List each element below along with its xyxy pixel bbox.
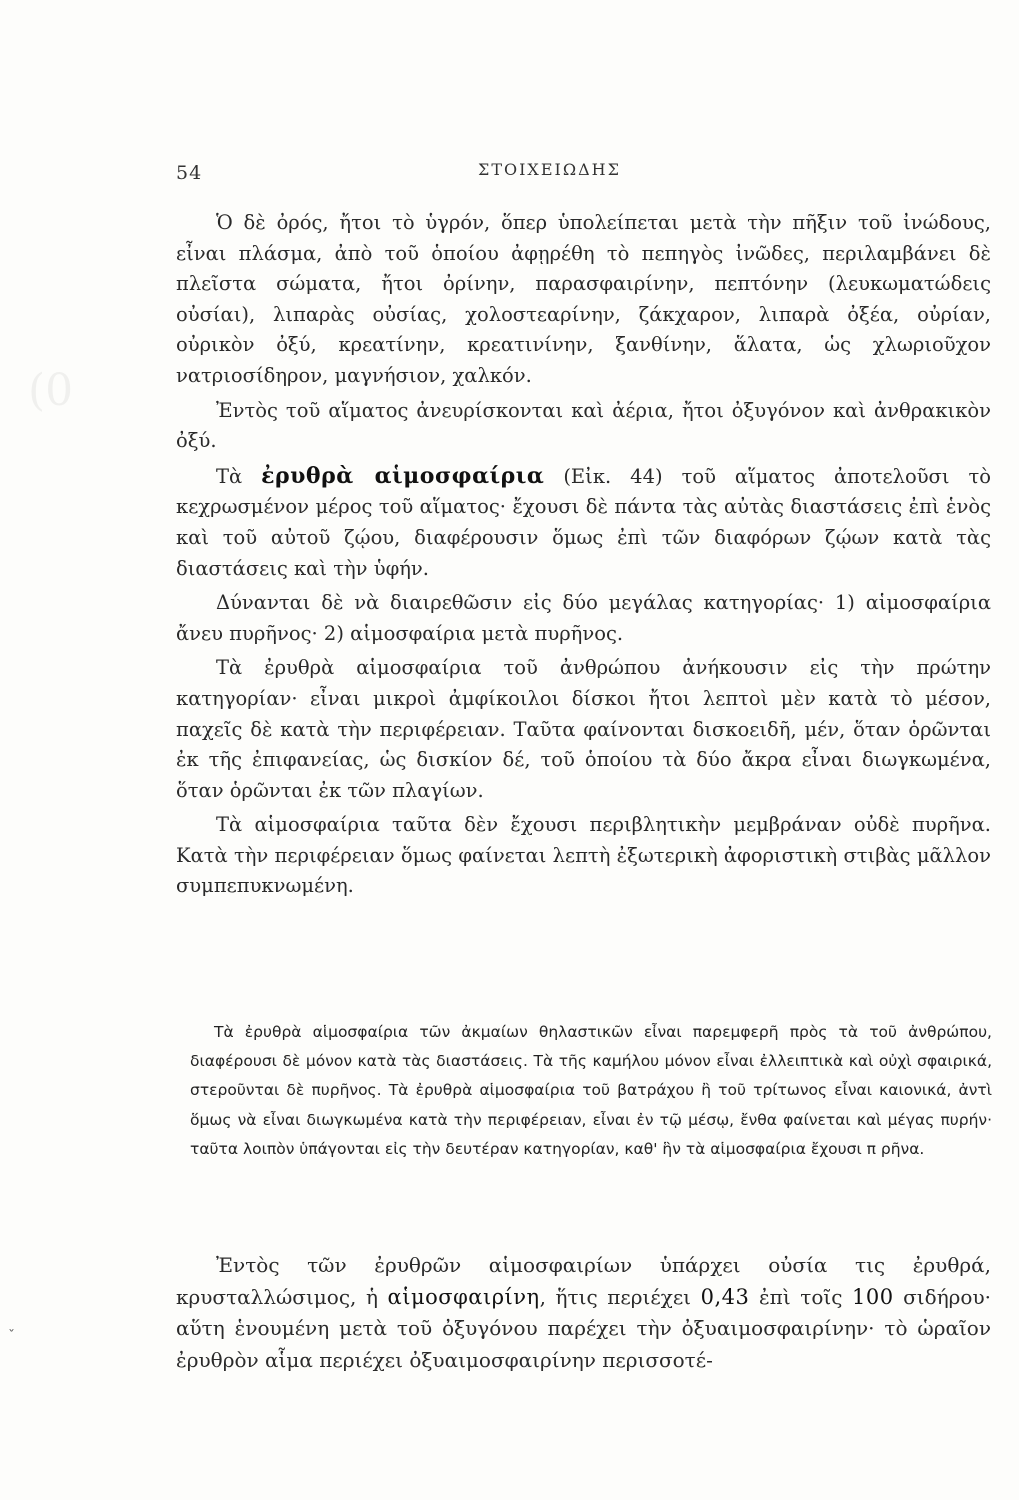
hemoglobin-mid: , ἥτις περιέχει: [539, 1284, 701, 1309]
paragraph-red-corpuscles: [176, 461, 991, 584]
paragraph-rest: (Εἰκ. 44) τοῦ αἵματος ἀποτελοῦσι τὸ κεχρωσμένον μέρος τοῦ αἵματος· ἔχουσι δὲ πάντα τὰς αὐτὰς διαστάσεις ἐπὶ ἑνὸς καὶ τοῦ αὐτοῦ ζῴου, διαφέρουσιν ὅμως ἐπὶ τῶν διαφόρων ζῴων κατὰ τὰς διαστάσεις καὶ τὴν ὑφήν.: [176, 464, 992, 580]
paragraph-lead: Τὰ: [216, 464, 262, 488]
iron-percentage: 0,43: [700, 1284, 750, 1309]
paragraph-hemoglobin: [176, 1250, 991, 1376]
main-text-block: [176, 208, 991, 906]
paragraph-categories: Δύνανται δὲ νὰ διαιρεθῶσιν εἰς δύο μεγάλας κατηγορίας· 1) αἱμοσφαίρια ἄνευ πυρῆνος· 2) αἱμοσφαίρια μετὰ πυρῆνος.: [176, 591, 991, 645]
hemoglobin-lead: Ἐντὸς τῶν ἐρυθρῶν αἱμοσφαιρίων ὑπάρχει οὐσία τις ἐρυθρά, κρυσταλλώσιμος, ἡ: [176, 1253, 991, 1309]
hundred-value: 100: [851, 1284, 894, 1309]
section-term-heading: ἐρυθρὰ αἱμοσφαίρια: [261, 462, 545, 489]
bleed-through-mark: (0: [28, 365, 74, 416]
margin-mark: ˇ: [8, 1328, 15, 1344]
small-print-note: [190, 1018, 992, 1164]
closing-text-block: [176, 1250, 991, 1376]
hemoglobin-rest: σιδήρου· αὕτη ἑνουμένη μετὰ τοῦ ὀξυγόνου παρέχει τὴν ὀξυαιμοσφαιρίνην· τὸ ὡραῖον ἐρυθρὸν αἷμα περιέχει ὀξυαιμοσφαιρίνην περισσοτέ-: [176, 1284, 991, 1372]
small-print-paragraph: Τὰ ἐρυθρὰ αἱμοσφαίρια τῶν ἀκμαίων θηλαστικῶν εἶναι παρεμφερῆ πρὸς τὰ τοῦ ἀνθρώπου, διαφέρουσι δὲ μόνον κατὰ τὰς διαστάσεις. Τὰ τῆς καμήλου μόνον εἶναι ἐλλειπτικὰ καὶ οὐχὶ σφαιρικά, στεροῦνται δὲ πυρῆνος. Τὰ ἐρυθρὰ αἱμοσφαίρια τοῦ βατράχου ἢ τοῦ τρίτωνος εἶναι καιονικά, ἀντὶ ὅμως νὰ εἶναι διωγκωμένα κατὰ τὴν περιφέρειαν, εἶναι ἐν τῷ μέσῳ, ἔνθα φαίνεται καὶ μέγας πυρήν· ταῦτα λοιπὸν ὑπάγονται εἰς τὴν δευτέραν κατηγορίαν, καθ' ἣν τὰ αἱμοσφαίρια ἔχουσι π ρῆνα.: [190, 1023, 992, 1158]
running-head: ΣΤΟΙΧΕΙΩΔΗΣ: [478, 160, 621, 179]
hemoglobin-term: αἱμοσφαιρίνη: [387, 1284, 540, 1309]
paragraph-human-corpuscles: Τὰ ἐρυθρὰ αἱμοσφαίρια τοῦ ἀνθρώπου ἀνήκουσιν εἰς τὴν πρώτην κατηγορίαν· εἶναι μικροὶ ἀμφίκοιλοι δίσκοι ἤτοι λεπτοὶ μὲν κατὰ τὸ μέσον, παχεῖς δὲ κατὰ τὴν περιφέρειαν. Ταῦτα φαίνονται δισκοειδῆ, μέν, ὅταν ὁρῶνται ἐκ τῆς ἐπιφανείας, ὡς δισκίον δέ, τοῦ ὁποίου τὰ δύο ἄκρα εἶναι διωγκωμένα, ὅταν ὁρῶνται ἐκ τῶν πλαγίων.: [176, 656, 991, 802]
paragraph-serum: Ὁ δὲ ὀρός, ἤτοι τὸ ὑγρόν, ὅπερ ὑπολείπεται μετὰ τὴν πῆξιν τοῦ ἰνώδους, εἶναι πλάσμα, ἀπὸ τοῦ ὁποίου ἀφῃρέθη τὸ πεπηγὸς ἰνῶδες, περιλαμβάνει δὲ πλεῖστα σώματα, ἤτοι ὀρίνην, παρασφαιρίνην, πεπτόνην (λευκωματώδεις οὐσίαι), λιπαρὰς οὐσίας, χολοστεαρίνην, ζάκχαρον, λιπαρὰ ὀξέα, οὐρίαν, οὐρικὸν ὀξύ, κρεατίνην, κρεατινίνην, ξανθίνην, ἅλατα, ὡς χλωριοῦχον νατριοσίδηρον, μαγνήσιον, χαλκόν.: [176, 211, 991, 387]
paragraph-gases: Ἐντὸς τοῦ αἵματος ἀνευρίσκονται καὶ ἀέρια, ἤτοι ὀξυγόνον καὶ ἀνθρακικὸν ὀξύ.: [176, 398, 991, 453]
page-number: 54: [176, 162, 203, 184]
hemoglobin-mid2: ἐπὶ τοῖς: [749, 1284, 852, 1309]
paragraph-membrane: Τὰ αἱμοσφαίρια ταῦτα δὲν ἔχουσι περιβλητικὴν μεμβράναν οὐδὲ πυρῆνα. Κατὰ τὴν περιφέρειαν ὅμως φαίνεται λεπτὴ ἐξωτερικὴ ἀφοριστικὴ στιβὰς μᾶλλον συμπεπυκνωμένη.: [176, 813, 991, 898]
